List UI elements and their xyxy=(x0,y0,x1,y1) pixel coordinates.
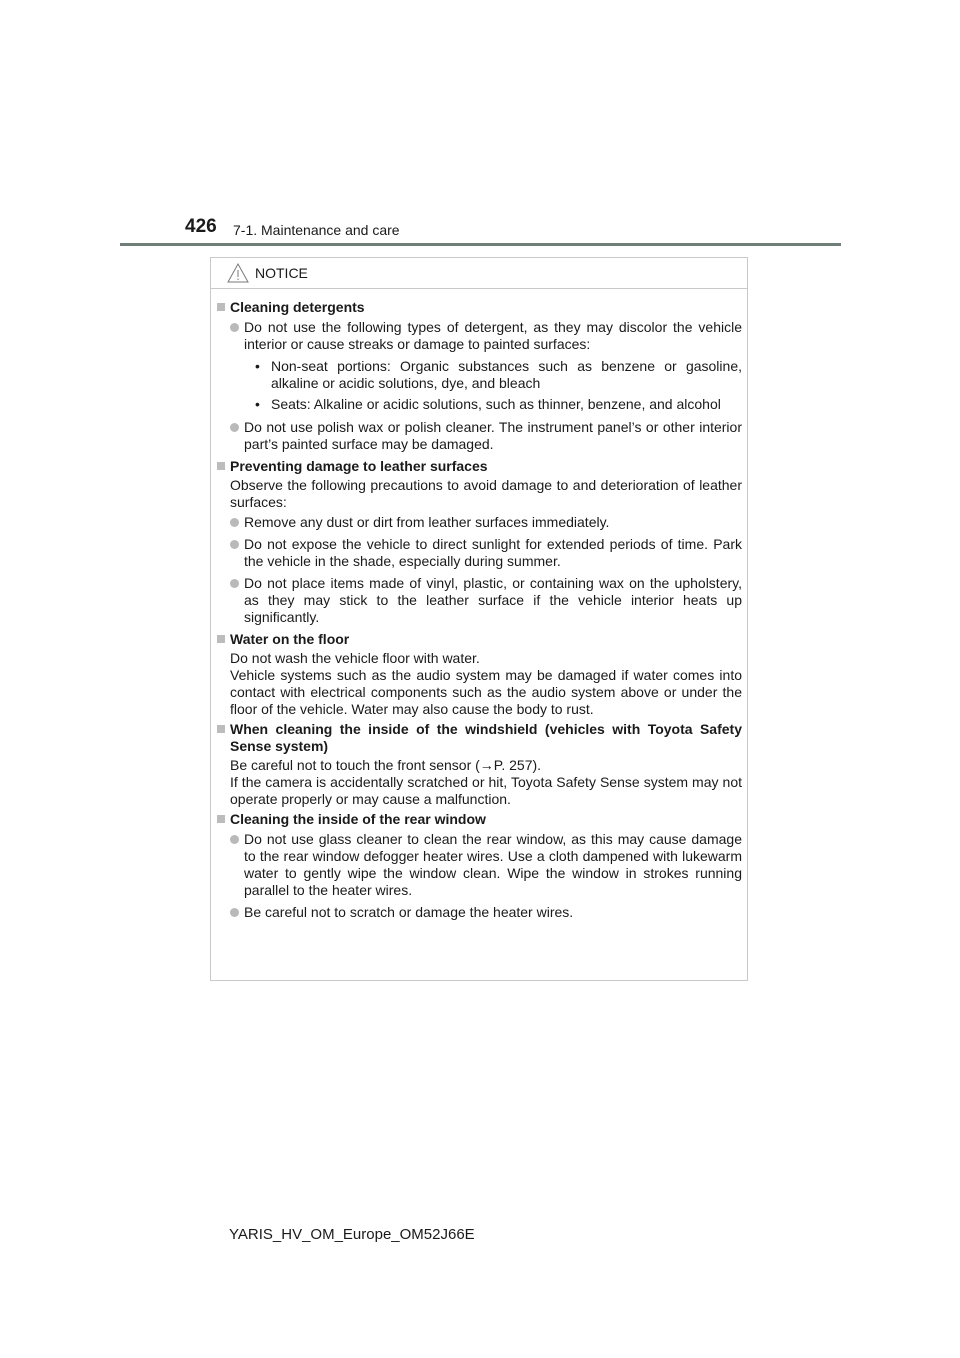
bullet-text: Be careful not to scratch or damage the heater wires. xyxy=(244,904,574,920)
bullet-text: Remove any dust or dirt from leather surfaces immediately. xyxy=(244,514,610,530)
section-marker xyxy=(217,725,225,733)
bullet-dot xyxy=(230,323,239,332)
header-rule xyxy=(120,243,841,246)
bullet-text: Do not expose the vehicle to direct sunlight for extended periods of time. Park the vehicle in the shade, especially during summer. xyxy=(244,536,742,569)
notice-header xyxy=(211,258,747,289)
notice-section xyxy=(217,811,742,921)
section-heading: Cleaning detergents xyxy=(230,299,365,315)
sub-item: • Seats: Alkaline or acidic solutions, such as thinner, benzene, and alcohol xyxy=(217,396,742,413)
bullet-dot xyxy=(230,518,239,527)
bullet-dot xyxy=(230,423,239,432)
bullet-dot xyxy=(230,908,239,917)
paragraph: Vehicle systems such as the audio system may be damaged if water comes into contact with electrical components such as the audio system above or under the floor of the vehicle. Water may also cause the body to rust. xyxy=(230,667,742,717)
notice-body xyxy=(211,289,747,921)
bullet-dot xyxy=(230,835,239,844)
section-heading: When cleaning the inside of the windshield (vehicles with Toyota Safety Sense system) xyxy=(230,721,742,754)
sub-item: • Non-seat portions: Organic substances such as benzene or gasoline, alkaline or acidic solutions, dye, and bleach xyxy=(255,358,742,391)
bullet-dot xyxy=(230,579,239,588)
section-heading: Preventing damage to leather surfaces xyxy=(230,458,488,474)
bullet-text: Do not use polish wax or polish cleaner. The instrument panel’s or other interior part’s painted surface may be damaged. xyxy=(244,419,742,452)
notice-section xyxy=(217,458,742,626)
paragraph: If the camera is accidentally scratched or hit, Toyota Safety Sense system may not operate properly or may cause a malfunction. xyxy=(230,774,742,807)
section-marker xyxy=(217,635,225,643)
notice-box xyxy=(210,257,748,981)
bullet-dot xyxy=(230,540,239,549)
section-title: 7-1. Maintenance and care xyxy=(233,222,400,238)
section-heading: Cleaning the inside of the rear window xyxy=(230,811,486,827)
notice-label: NOTICE xyxy=(255,265,308,281)
list-item xyxy=(217,419,742,453)
list-item xyxy=(217,514,742,531)
page-number: 426 xyxy=(185,216,217,237)
list-item xyxy=(217,536,742,570)
list-item xyxy=(217,904,742,921)
paragraph: Be careful not to touch the front sensor (→P. 257). xyxy=(230,757,542,773)
paragraph: Do not wash the vehicle floor with water. xyxy=(230,650,480,666)
paragraph: Observe the following precautions to avoid damage to and deterioration of leather surfaces: xyxy=(230,477,742,510)
section-heading: Water on the floor xyxy=(230,631,350,647)
notice-section xyxy=(217,631,742,718)
warning-triangle-icon xyxy=(227,263,249,283)
notice-section xyxy=(217,299,742,453)
list-item xyxy=(217,831,742,899)
sub-item-text: Seats: Alkaline or acidic solutions, such as thinner, benzene, and alcohol xyxy=(271,396,721,412)
bullet-text: Do not place items made of vinyl, plastic, or containing wax on the upholstery, as they may stick to the leather surface if the vehicle interior heats up significantly. xyxy=(244,575,742,625)
list-item xyxy=(217,575,742,626)
section-marker xyxy=(217,303,225,311)
notice-section xyxy=(217,721,742,808)
bullet-text: Do not use glass cleaner to clean the rear window, as this may cause damage to the rear window defogger heater wires. Use a cloth dampened with lukewarm water to gently wipe the window clean. Wipe the window in strokes running parallel to the heater wires. xyxy=(244,831,742,898)
sub-item-text: Non-seat portions: Organic substances such as benzene or gasoline, alkaline or acidic solutions, dye, and bleach xyxy=(271,358,742,391)
bullet-text: Do not use the following types of detergent, as they may discolor the vehicle interior or cause streaks or damage to painted surfaces: xyxy=(244,319,742,352)
document-id: YARIS_HV_OM_Europe_OM52J66E xyxy=(229,1226,475,1243)
section-marker xyxy=(217,462,225,470)
section-marker xyxy=(217,815,225,823)
list-item xyxy=(217,319,742,353)
